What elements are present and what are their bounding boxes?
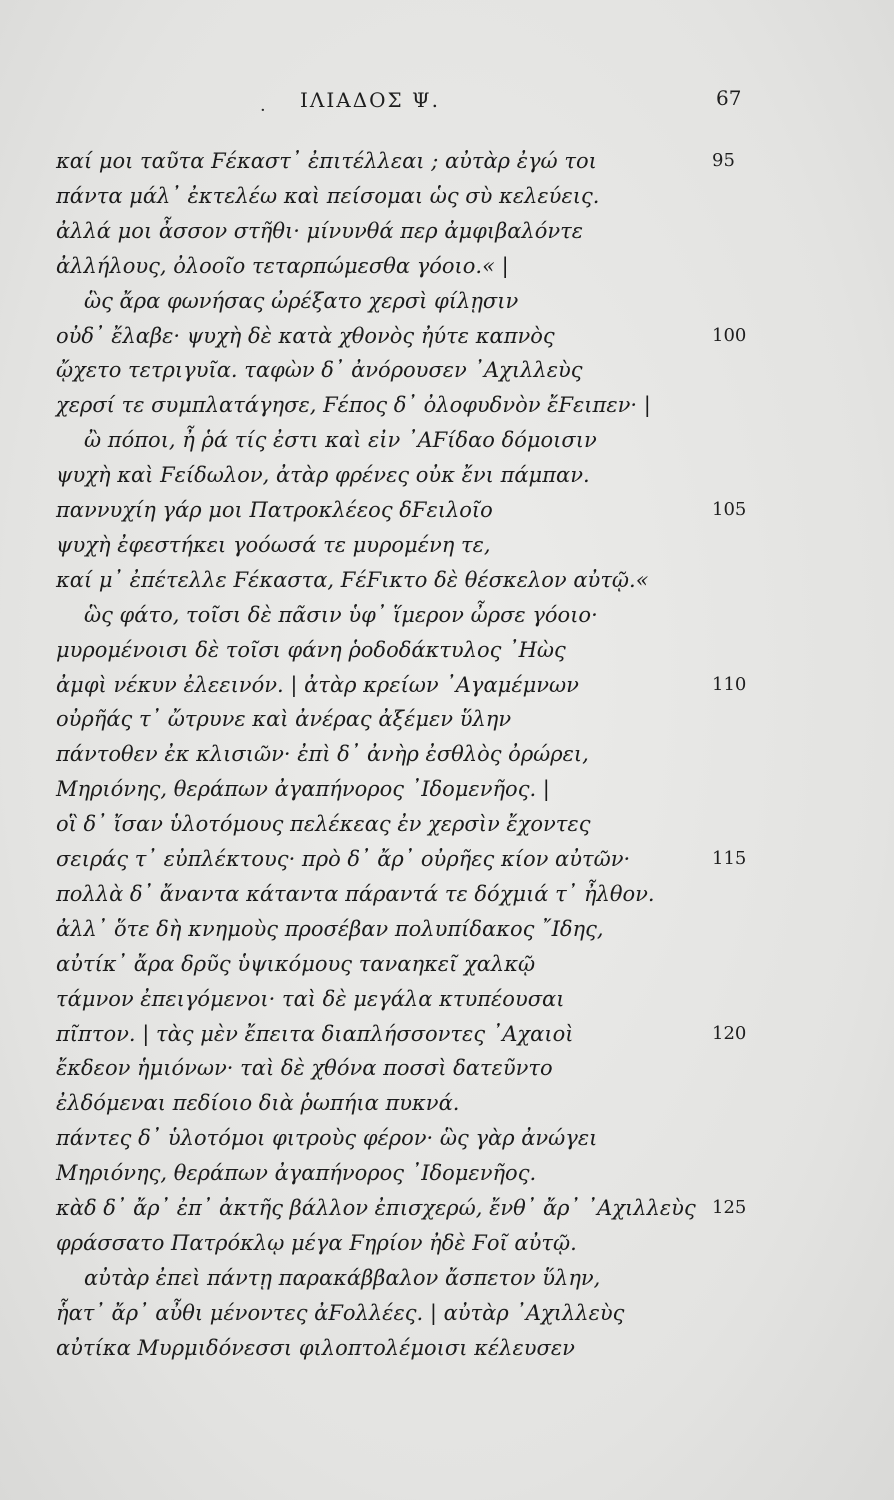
verse-line: οἳ δ᾽ ἴσαν ὑλοτόμους πελέκεας ἐν χερσὶν ἔχοντες (56, 812, 591, 836)
verse-line: ἔκδεον ἡμιόνων· ταὶ δὲ χθόνα ποσσὶ δατεῦντο (56, 1056, 553, 1080)
verse-line: τάμνον ἐπειγόμενοι· ταὶ δὲ μεγάλα κτυπέουσαι (56, 987, 565, 1011)
verse-line: ὢ πόποι, ἦ ῥά τίς ἐστι καὶ εἰν ᾿ΑϜίδαο δόμοισιν (84, 428, 597, 452)
verse-line: παννυχίη γάρ μοι Πατροκλέεος δϜειλοῖο (56, 498, 493, 522)
verse-line: χερσί τε συμπλατάγησε, Ϝέπος δ᾽ ὀλοφυδνὸν ἔϜειπεν· | (56, 393, 651, 417)
header-dot-ornament: · (260, 100, 266, 121)
verse-line: ἧατ᾽ ἄρ᾽ αὖθι μένοντες ἀϜολλέες. | αὐτὰρ ᾿Αχιλλεὺς (56, 1301, 625, 1325)
verse-line: σειράς τ᾽ εὐπλέκτους· πρὸ δ᾽ ἄρ᾽ οὐρῆες κίον αὐτῶν· (56, 847, 631, 871)
line-number: 100 (712, 325, 747, 346)
line-number: 120 (712, 1023, 747, 1044)
verse-line: πάντες δ᾽ ὑλοτόμοι φιτροὺς φέρον· ὣς γὰρ ἀνώγει (56, 1126, 598, 1150)
verse-line: κὰδ δ᾽ ἄρ᾽ ἐπ᾽ ἀκτῆς βάλλον ἐπισχερώ, ἔνθ᾽ ἄρ᾽ ᾿Αχιλλεὺς (56, 1196, 696, 1220)
verse-line: αὐτίκ᾽ ἄρα δρῦς ὑψικόμους ταναηκεῖ χαλκῷ (56, 952, 536, 976)
verse-line: οὐδ᾽ ἔλαβε· ψυχὴ δὲ κατὰ χθονὸς ἠύτε καπνὸς (56, 324, 555, 348)
verse-line: μυρομένοισι δὲ τοῖσι φάνη ῥοδοδάκτυλος ᾿Ηὼς (56, 638, 566, 662)
verse-line: πάντα μάλ᾽ ἐκτελέω καὶ πείσομαι ὡς σὺ κελεύεις. (56, 184, 600, 208)
line-number: 110 (712, 674, 747, 695)
verse-line: ὣς ἄρα φωνήσας ὠρέξατο χερσὶ φίλῃσιν (84, 289, 519, 313)
verse-line: ὣς φάτο, τοῖσι δὲ πᾶσιν ὑφ᾽ ἵμερον ὦρσε γόοιο· (84, 603, 598, 627)
verse-line: ψυχὴ ἐφεστήκει γοόωσά τε μυρομένη τε, (56, 533, 491, 557)
verse-line: καί μοι ταῦτα Ϝέκαστ᾽ ἐπιτέλλεαι ; αὐτὰρ ἐγώ τοι (56, 149, 597, 173)
verse-line: ἀμφὶ νέκυν ἐλεεινόν. | ἀτὰρ κρείων ᾿Αγαμέμνων (56, 673, 579, 697)
verse-line: ψυχὴ καὶ Ϝείδωλον, ἀτὰρ φρένες οὐκ ἔνι πάμπαν. (56, 463, 590, 487)
verse-line: πάντοθεν ἐκ κλισιῶν· ἐπὶ δ᾽ ἀνὴρ ἐσθλὸς ὀρώρει, (56, 742, 589, 766)
page-number: 67 (716, 86, 742, 110)
verse-line: πῖπτον. | τὰς μὲν ἔπειτα διαπλήσσοντες ᾿Αχαιοὶ (56, 1022, 574, 1046)
verse-line: Μηριόνης, θεράπων ἀγαπήνορος ᾿Ιδομενῆος. (56, 1161, 537, 1185)
line-number: 125 (712, 1197, 747, 1218)
running-head: ΙΛΙΑΔΟΣ Ψ. (300, 88, 440, 112)
verse-line: Μηριόνης, θεράπων ἀγαπήνορος ᾿Ιδομενῆος. | (56, 777, 550, 801)
verse-line: ἀλλήλους, ὀλοοῖο τεταρπώμεσθα γόοιο.« | (56, 254, 509, 278)
line-number: 105 (712, 499, 747, 520)
verse-line: ἐλδόμεναι πεδίοιο διὰ ῥωπήια πυκνά. (56, 1091, 460, 1115)
verse-line: φράσσατο Πατρόκλῳ μέγα Ϝηρίον ἠδὲ Ϝοῖ αὐτῷ. (56, 1231, 577, 1255)
line-number: 115 (712, 848, 747, 869)
verse-line: ἀλλά μοι ἆσσον στῆθι· μίνυνθά περ ἀμφιβαλόντε (56, 219, 584, 243)
verse-line: ἀλλ᾽ ὅτε δὴ κνημοὺς προσέβαν πολυπίδακος ῎Ιδης, (56, 917, 604, 941)
verse-line: πολλὰ δ᾽ ἄναντα κάταντα πάραντά τε δόχμιά τ᾽ ἦλθον. (56, 882, 655, 906)
line-number: 95 (712, 150, 735, 171)
verse-line: αὐτὰρ ἐπεὶ πάντῃ παρακάββαλον ἄσπετον ὕλην, (84, 1266, 601, 1290)
verse-line: οὐρῆάς τ᾽ ὤτρυνε καὶ ἀνέρας ἀξέμεν ὕλην (56, 707, 512, 731)
verse-line: αὐτίκα Μυρμιδόνεσσι φιλοπτολέμοισι κέλευσεν (56, 1336, 575, 1360)
verse-line: ᾤχετο τετριγυῖα. ταφὼν δ᾽ ἀνόρουσεν ᾿Αχιλλεὺς (56, 358, 583, 382)
verse-line: καί μ᾽ ἐπέτελλε Ϝέκαστα, ϜέϜικτο δὲ θέσκελον αὐτῷ.« (56, 568, 649, 592)
